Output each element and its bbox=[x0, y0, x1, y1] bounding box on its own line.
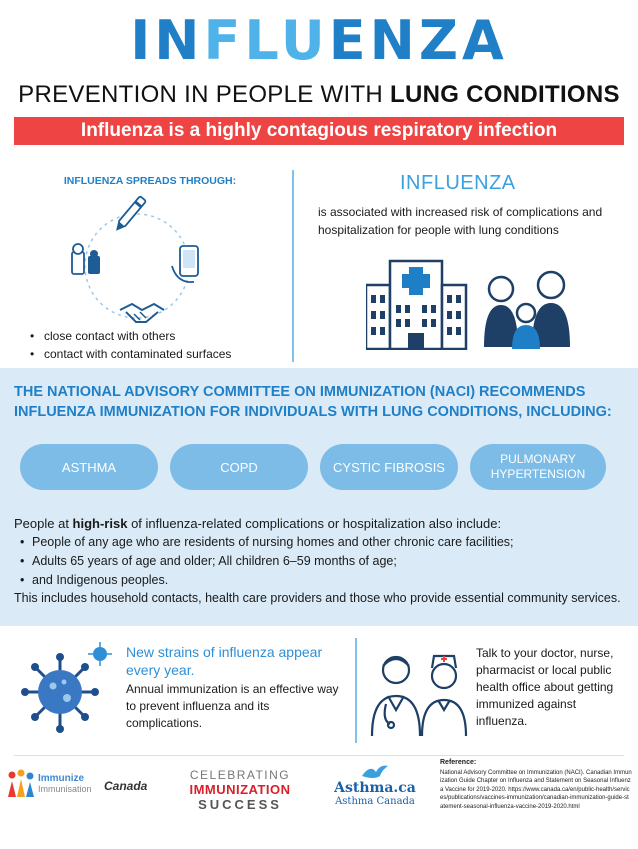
reference-text: National Advisory Committee on Immunization (NACI). Canadian Immunization Guide Chapter on Influenza and Statement on Seasonal Influenza Vaccine for 2019-2020. https://www.canada.ca/en/public-health/services/publications/vaccines-immunization/canadian-immunization-guide-statement-seasonal-influenza-vaccine-2019-2020.html bbox=[440, 769, 632, 810]
doctor-nurse-icon bbox=[366, 644, 476, 739]
reference-block bbox=[440, 759, 632, 812]
risk-list bbox=[14, 533, 624, 590]
immunization-text: IMMUNIZATION bbox=[189, 782, 291, 797]
title-part-in: IN bbox=[130, 9, 204, 72]
virus-icon bbox=[20, 640, 115, 735]
asthma-canada-logo bbox=[325, 762, 425, 807]
family-icon bbox=[484, 272, 570, 349]
reference-title: Reference: bbox=[440, 759, 477, 766]
list-item: • Adults 65 years of age and older; All children 6–59 months of age; bbox=[14, 552, 624, 571]
risk-intro-bold: high-risk bbox=[72, 516, 128, 531]
handshake-icon bbox=[120, 304, 164, 322]
spreads-list bbox=[30, 327, 290, 363]
condition-asthma: ASTHMA bbox=[20, 444, 158, 490]
people-figures-icon bbox=[6, 767, 36, 801]
risk-intro bbox=[14, 515, 624, 533]
talk-to-doctor-text: Talk to your doctor, nurse, pharmacist or local public health office about getting immunized against influenza. bbox=[476, 646, 614, 728]
asthma-ca-text: Asthma.ca bbox=[334, 780, 416, 796]
immunisation-text: Immunisation bbox=[38, 784, 92, 794]
asthma-canada-text: Asthma Canada bbox=[335, 796, 415, 807]
celebrating-text: CELEBRATING bbox=[189, 768, 291, 782]
bird-icon bbox=[360, 762, 390, 782]
success-text: SUCCESS bbox=[198, 797, 282, 812]
subtitle-bold: LUNG CONDITIONS bbox=[390, 81, 620, 108]
contagious-banner: Influenza is a highly contagious respiratory infection bbox=[14, 117, 624, 145]
influenza-heading: INFLUENZA bbox=[400, 172, 516, 194]
section-divider bbox=[355, 638, 357, 743]
spreads-heading: INFLUENZA SPREADS THROUGH: bbox=[63, 175, 237, 187]
poster-title bbox=[0, 10, 638, 72]
celebrating-immunization-logo bbox=[170, 768, 310, 812]
strains-heading: New strains of influenza appear every year. bbox=[126, 644, 323, 678]
subtitle-normal: PREVENTION IN PEOPLE WITH bbox=[18, 81, 391, 108]
risk-intro-suffix: of influenza-related complications or hospitalization also include: bbox=[127, 516, 502, 531]
risk-note: This includes household contacts, health care providers and those who provide essential community services. bbox=[14, 591, 621, 605]
canada-text: Canada bbox=[104, 779, 148, 793]
phone-hand-icon bbox=[172, 246, 198, 282]
immunize-canada-logo bbox=[6, 765, 148, 803]
condition-cystic-fibrosis: CYSTIC FIBROSIS bbox=[320, 444, 458, 490]
list-item: • People of any age who are residents of nursing homes and other chronic care facilities; bbox=[14, 533, 624, 552]
influenza-description: is associated with increased risk of complications and hospitalization for people with lung conditions bbox=[318, 205, 603, 237]
risk-intro-prefix: People at bbox=[14, 516, 73, 531]
naci-heading: THE NATIONAL ADVISORY COMMITTEE ON IMMUNIZATION (NACI) RECOMMENDS INFLUENZA IMMUNIZATION FOR INDIVIDUALS WITH LUNG CONDITIONS, INCLUDING: bbox=[14, 384, 612, 420]
poster-subtitle bbox=[0, 80, 638, 110]
section-divider bbox=[292, 170, 294, 362]
list-item: • close contact with others bbox=[30, 327, 290, 345]
condition-pulmonary-hypertension: PULMONARY HYPERTENSION bbox=[470, 444, 606, 490]
list-item: • and Indigenous peoples. bbox=[14, 571, 624, 590]
hospital-icon bbox=[366, 261, 466, 349]
footer-divider bbox=[14, 755, 624, 756]
pen-icon bbox=[113, 196, 146, 233]
list-item: • contact with contaminated surfaces bbox=[30, 345, 290, 363]
immunize-text: Immunize bbox=[38, 773, 85, 784]
title-part-flu: FLU bbox=[203, 9, 329, 72]
transmission-cycle-illustration bbox=[62, 188, 212, 338]
condition-copd: COPD bbox=[170, 444, 308, 490]
title-part-enza: ENZA bbox=[328, 9, 508, 72]
strains-description: Annual immunization is an effective way to prevent influenza and its complications. bbox=[126, 682, 339, 730]
hospital-family-illustration bbox=[366, 255, 586, 350]
